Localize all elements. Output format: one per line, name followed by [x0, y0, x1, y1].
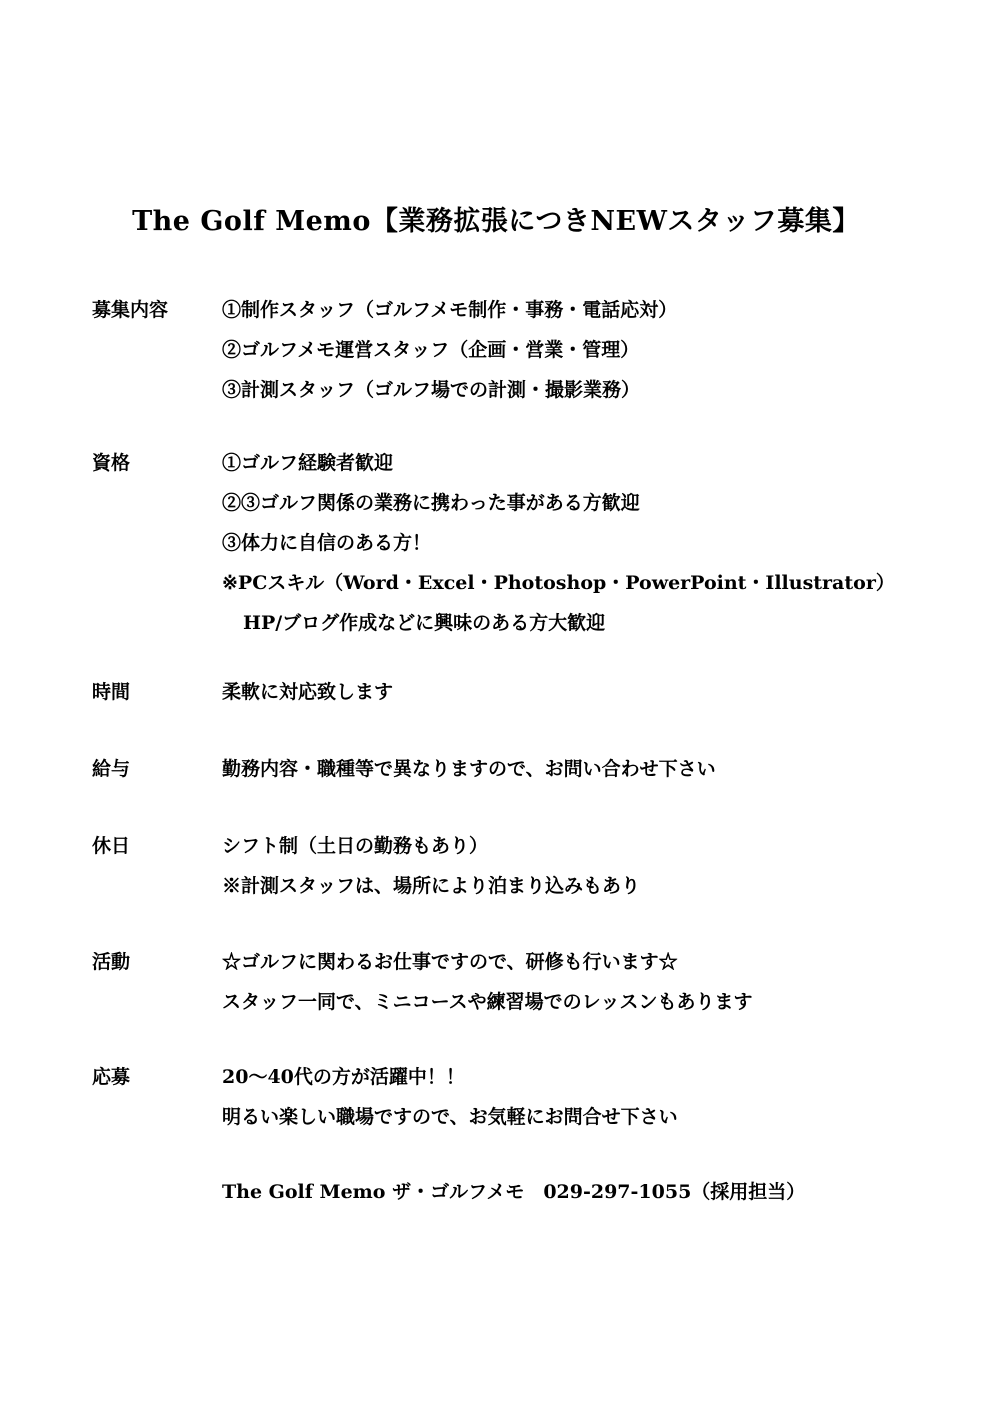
section-lines — [222, 942, 962, 1022]
section-line: ②③ゴルフ関係の業務に携わった事がある方歓迎 — [222, 492, 640, 514]
section-line: シフト制（土日の勤務もあり） — [222, 835, 489, 857]
section-label: 資格 — [92, 452, 131, 474]
section-line: ①ゴルフ経験者歓迎 — [222, 452, 394, 474]
section-line: ③体力に自信のある方！ — [222, 532, 432, 554]
page-title: The Golf Memo【業務拡張につきNEWスタッフ募集】 — [132, 206, 860, 237]
section-line: 勤務内容・職種等で異なりますので、お問い合わせ下さい — [222, 758, 716, 780]
section-label: 応募 — [92, 1066, 131, 1088]
section-label: 活動 — [92, 951, 131, 973]
section-line: 明るい楽しい職場ですので、お気軽にお問合せ下さい — [222, 1106, 678, 1128]
section-line: ※計測スタッフは、場所により泊まり込みもあり — [222, 875, 641, 897]
contact-info: The Golf Memo ザ・ゴルフメモ 029-297-1055（採用担当） — [222, 1181, 806, 1203]
section-label: 時間 — [92, 681, 131, 703]
section-label: 給与 — [92, 758, 131, 780]
section-label: 休日 — [92, 835, 131, 857]
section-line: ☆ゴルフに関わるお仕事ですので、研修も行います☆ — [222, 951, 678, 973]
section-lines — [222, 443, 962, 643]
section-label: 募集内容 — [92, 299, 169, 321]
section-lines — [222, 672, 962, 712]
section-line: ③計測スタッフ（ゴルフ場での計測・撮影業務） — [222, 379, 641, 401]
section-lines — [222, 290, 962, 410]
section-line: ②ゴルフメモ運営スタッフ（企画・営業・管理） — [222, 339, 640, 361]
section-lines — [222, 826, 962, 906]
section-line: HP/ブログ作成などに興味のある方大歓迎 — [243, 612, 606, 634]
section-lines — [222, 1057, 962, 1137]
section-line: 柔軟に対応致します — [222, 681, 394, 703]
section-lines — [222, 749, 962, 789]
section-line: スタッフ一同で、ミニコースや練習場でのレッスンもあります — [222, 991, 753, 1013]
section-line: ①制作スタッフ（ゴルフメモ制作・事務・電話応対） — [222, 299, 678, 321]
section-line: ※PCスキル（Word・Excel・Photoshop・PowerPoint・Illustrator） — [222, 572, 895, 594]
section-line: 20～40代の方が活躍中！！ — [222, 1066, 465, 1088]
